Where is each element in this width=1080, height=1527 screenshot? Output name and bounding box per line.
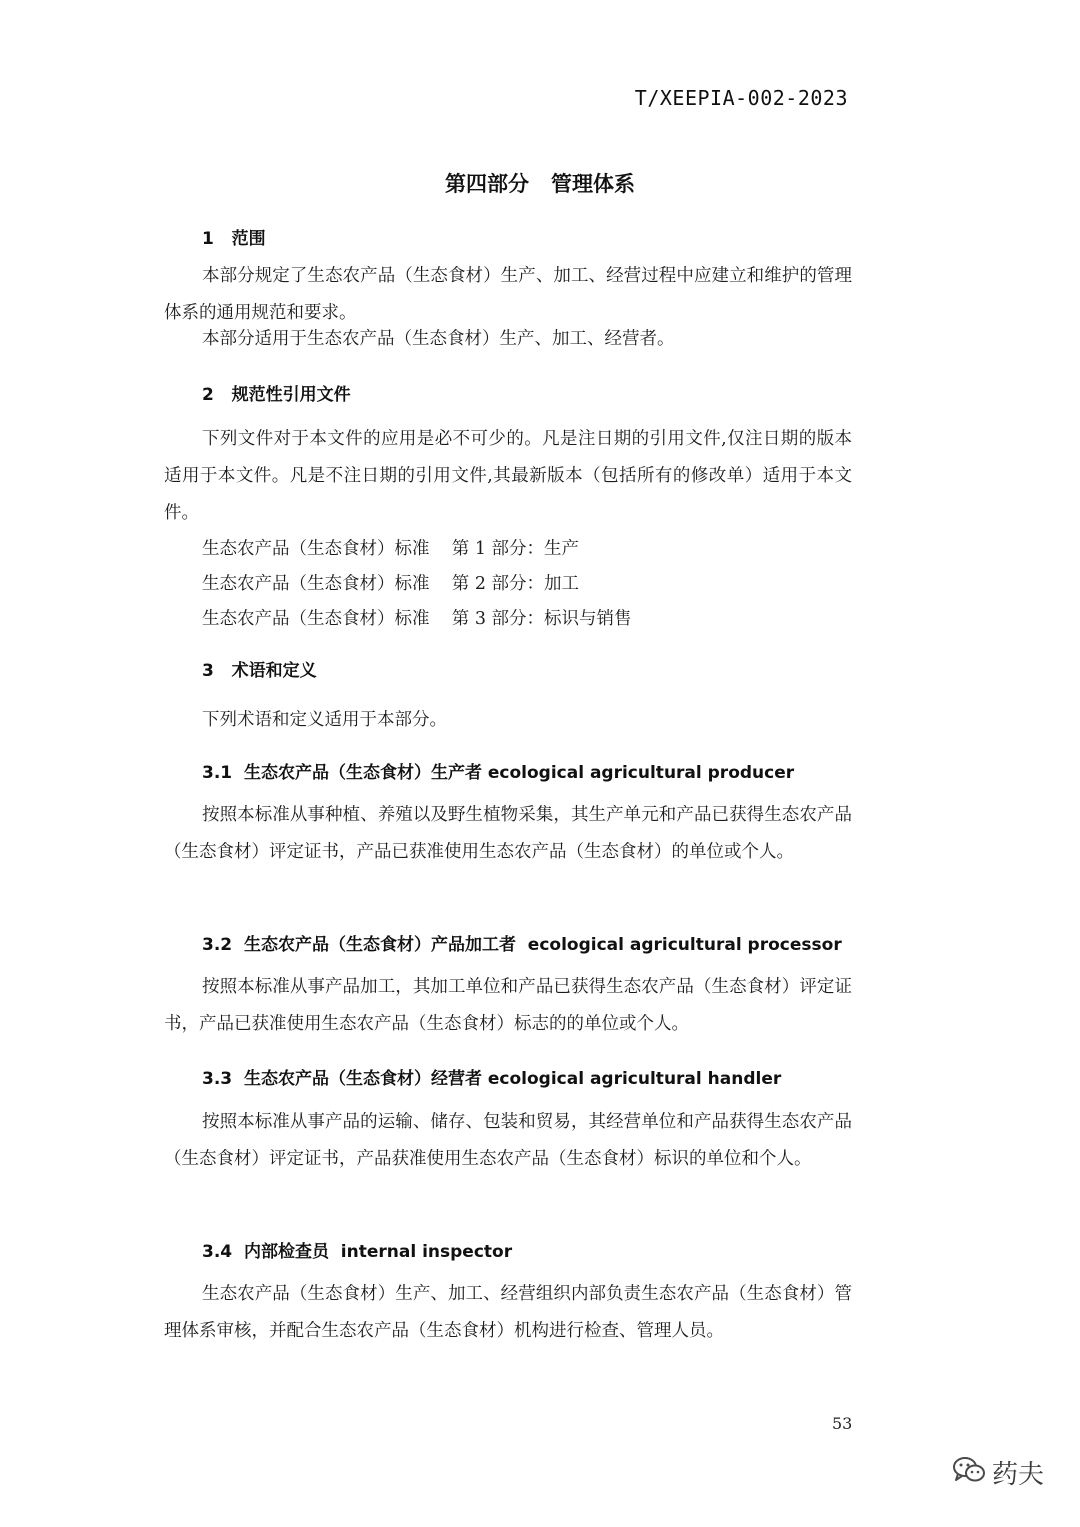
wechat-icon [952,1455,986,1489]
reference-item-1: 生态农产品（生态食材）标准 第 1 部分：生产 [202,539,580,559]
watermark [952,1452,1044,1492]
section-heading-references: 2 规范性引用文件 [202,385,351,405]
term-body-processor: 按照本标准从事产品加工，其加工单位和产品已获得生态农产品（生态食材）评定证书，产品已获准使用生态农产品（生态食材）标志的的单位或个人。 [164,977,852,1034]
section-heading-terms: 3 术语和定义 [202,661,317,681]
section-heading-scope: 1 范围 [202,229,266,249]
term-body-handler: 按照本标准从事产品的运输、储存、包装和贸易，其经营单位和产品获得生态农产品（生态食材）评定证书，产品获准使用生态农产品（生态食材）标识的单位和个人。 [164,1112,852,1169]
paragraph-scope-1: 本部分规定了生态农产品（生态食材）生产、加工、经营过程中应建立和维护的管理体系的通用规范和要求。 [164,266,852,323]
reference-item-3: 生态农产品（生态食材）标准 第 3 部分：标识与销售 [202,609,632,629]
paragraph-references: 下列文件对于本文件的应用是必不可少的。凡是注日期的引用文件,仅注日期的版本适用于本文件。凡是不注日期的引用文件,其最新版本（包括所有的修改单）适用于本文件。 [164,429,852,523]
paragraph-terms-intro: 下列术语和定义适用于本部分。 [202,710,447,730]
term-heading-producer: 3.1 生态农产品（生态食材）生产者 ecological agricultural producer [202,763,795,783]
watermark-text: 药夫 [992,1459,1045,1490]
term-heading-handler: 3.3 生态农产品（生态食材）经营者 ecological agricultural handler [202,1069,782,1089]
paragraph-scope-2: 本部分适用于生态农产品（生态食材）生产、加工、经营者。 [202,329,675,349]
document-id: T/XEEPIA-002-2023 [634,86,848,110]
term-heading-processor: 3.2 生态农产品（生态食材）产品加工者 ecological agricultural processor [202,935,842,955]
term-heading-inspector: 3.4 内部检查员 internal inspector [202,1242,513,1262]
reference-item-2: 生态农产品（生态食材）标准 第 2 部分：加工 [202,574,580,594]
part-title: 第四部分 管理体系 [445,172,635,196]
term-body-producer: 按照本标准从事种植、养殖以及野生植物采集，其生产单元和产品已获得生态农产品（生态食材）评定证书，产品已获准使用生态农产品（生态食材）的单位或个人。 [164,805,852,862]
page-number: 53 [832,1414,853,1433]
term-body-inspector: 生态农产品（生态食材）生产、加工、经营组织内部负责生态农产品（生态食材）管理体系审核，并配合生态农产品（生态食材）机构进行检查、管理人员。 [164,1284,852,1341]
